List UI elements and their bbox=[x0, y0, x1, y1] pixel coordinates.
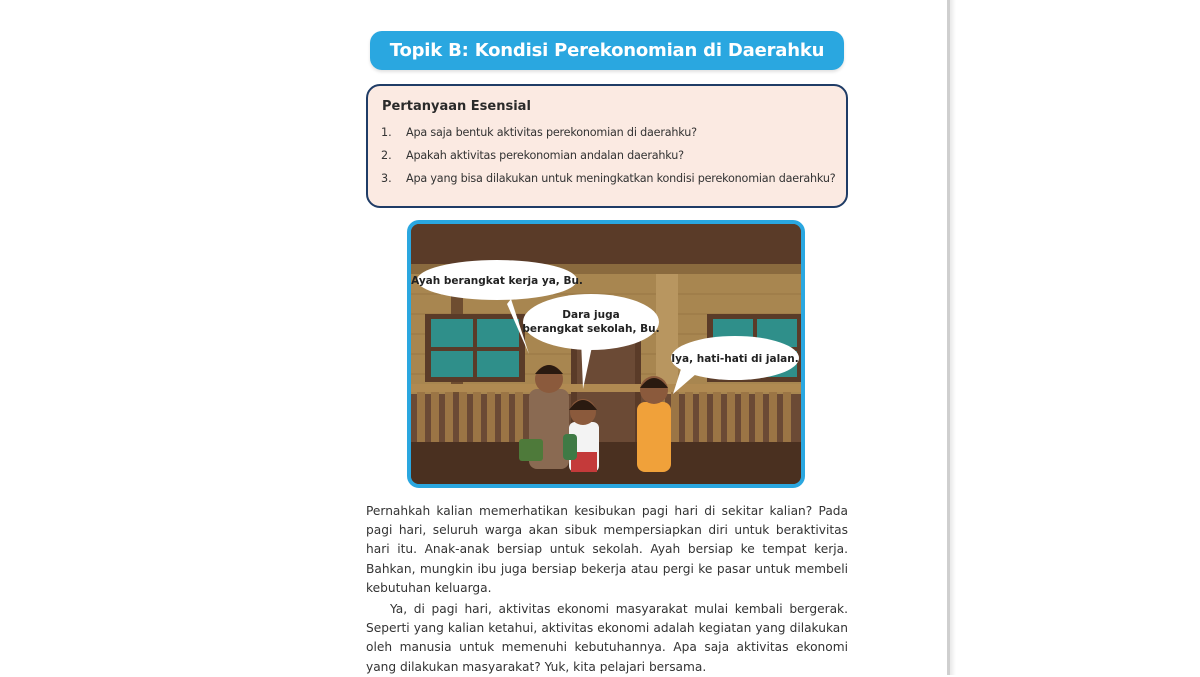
window-pane bbox=[431, 351, 473, 377]
floor bbox=[411, 442, 801, 484]
bubble-daughter-line1: Dara juga bbox=[562, 309, 620, 321]
family-morning-illustration bbox=[407, 220, 805, 488]
page-edge-shadow bbox=[950, 0, 956, 675]
bubble-daughter-line2: berangkat sekolah, Bu. bbox=[522, 323, 660, 335]
roof-band bbox=[411, 224, 801, 264]
question-text: Apa yang bisa dilakukan untuk meningkatkan kondisi perekonomian daerahku? bbox=[406, 172, 836, 185]
body-paragraph-1: Pernahkah kalian memerhatikan kesibukan pagi hari di sekitar kalian? Pada pagi hari, seluruh warga akan sibuk mempersiapkan diri untuk beraktivitas hari itu. Anak-anak bersiap untuk sekolah. Ayah bersiap ke tempat kerja. Bahkan, mungkin ibu juga bersiap bekerja atau pergi ke pasar untuk membeli kebutuhan keluarga. bbox=[366, 504, 848, 595]
railing-top bbox=[411, 384, 801, 392]
essential-questions-box bbox=[366, 84, 848, 208]
topic-title: Topik B: Kondisi Perekonomian di Daerahku bbox=[389, 40, 825, 61]
question-number: 2. bbox=[381, 149, 392, 162]
question-item bbox=[381, 172, 835, 195]
illustration-scene bbox=[411, 224, 801, 484]
mother-figure bbox=[637, 376, 671, 472]
essential-questions-heading: Pertanyaan Esensial bbox=[382, 99, 531, 114]
bubble-mother-text: Iya, hati-hati di jalan. bbox=[671, 353, 799, 365]
window-pane bbox=[477, 351, 519, 377]
window-pane bbox=[477, 319, 519, 347]
topic-banner bbox=[370, 31, 844, 70]
bubble-father-text: Ayah berangkat kerja ya, Bu. bbox=[411, 275, 583, 287]
window-pane bbox=[431, 319, 473, 347]
question-item bbox=[381, 149, 835, 172]
question-number: 3. bbox=[381, 172, 392, 185]
question-text: Apakah aktivitas perekonomian andalan daerahku? bbox=[406, 149, 684, 162]
question-item bbox=[381, 126, 835, 149]
question-number: 1. bbox=[381, 126, 392, 139]
question-text: Apa saja bentuk aktivitas perekonomian di daerahku? bbox=[406, 126, 697, 139]
body-paragraph-2: Ya, di pagi hari, aktivitas ekonomi masyarakat mulai kembali bergerak. Seperti yang kalian ketahui, aktivitas ekonomi adalah kegiatan yang dilakukan oleh manusia untuk memenuhi kebutuhannya. Apa saja aktivitas ekonomi yang dilakukan masyarakat? Yuk, kita pelajari bersama. bbox=[366, 602, 848, 674]
essential-questions-list bbox=[381, 126, 835, 195]
